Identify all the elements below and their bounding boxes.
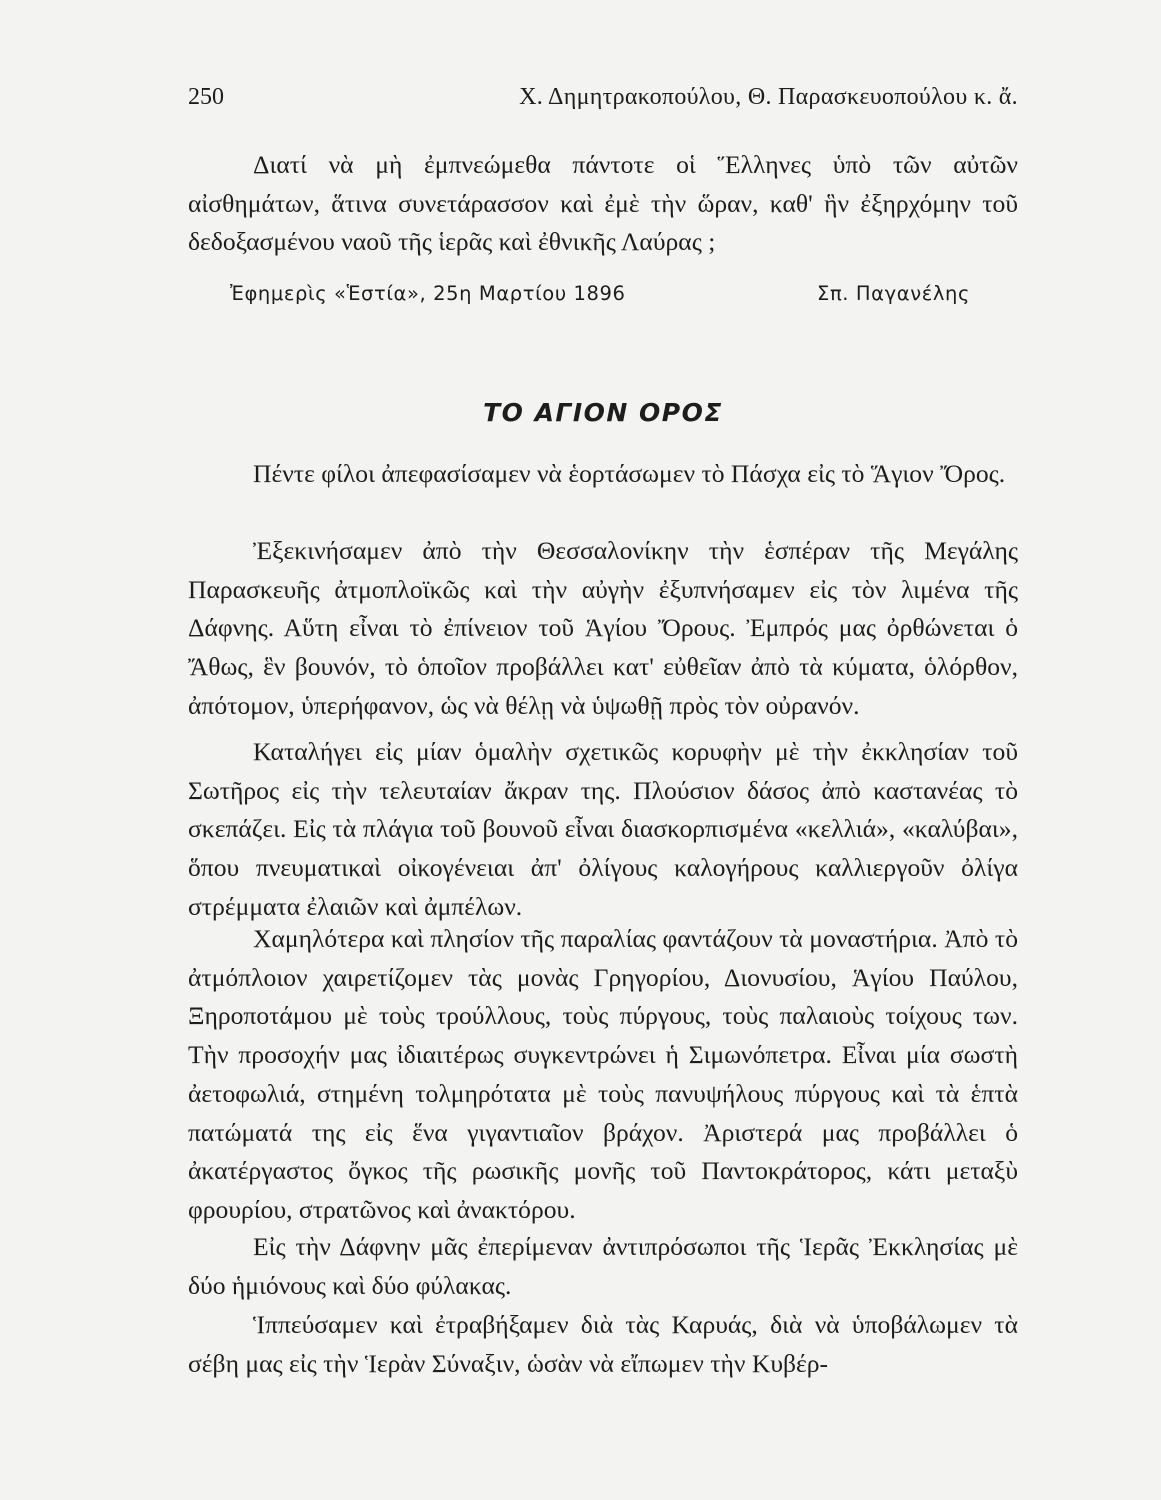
source-author: Σπ. Παγανέλης xyxy=(817,282,970,305)
running-header xyxy=(188,84,1018,124)
article-paragraph-4: Χαμηλότερα καὶ πλησίον τῆς παραλίας φαντάζουν τὰ μοναστήρια. Ἀπὸ τὸ ἀτμόπλοιον χαιρετίζομεν τὰς μονὰς Γρηγορίου, Διονυσίου, Ἁγίου Παύλου, Ξηροποτάμου μὲ τοὺς τρούλλους, τοὺς πύργους, τοὺς παλαιοὺς τοίχους των. Τὴν προσοχήν μας ἰδιαιτέρως συγκεντρώνει ἡ Σιμωνόπετρα. Εἶναι μία σωστὴ ἀετοφωλιά, στημένη τολμηρότατα μὲ τοὺς πανυψήλους πύργους καὶ τὰ ἑπτὰ πατώματά της εἰς ἕνα γιγαντιαῖον βράχον. Ἀριστερά μας προβάλλει ὁ ἀκατέργαστος ὄγκος τῆς ρωσικῆς μονῆς τοῦ Παντοκράτορος, κάτι μεταξὺ φρουρίου, στρατῶνος καὶ ἀνακτόρου. xyxy=(188,924,1018,1224)
source-citation: Ἐφημερὶς «Ἑστία», 25η Μαρτίου 1896 xyxy=(230,282,626,305)
source-line xyxy=(230,282,970,316)
article-paragraph-2: Ἐξεκινήσαμεν ἀπὸ τὴν Θεσσαλονίκην τὴν ἑσπέραν τῆς Μεγάλης Παρασκευῆς ἀτμοπλοϊκῶς καὶ τὴν αὐγὴν ἐξυπνήσαμεν εἰς τὸν λιμένα τῆς Δάφνης. Αὕτη εἶναι τὸ ἐπίνειον τοῦ Ἁγίου Ὄρους. Ἐμπρός μας ὀρθώνεται ὁ Ἄθως, ἓν βουνόν, τὸ ὁποῖον προβάλλει κατ' εὐθεῖαν ἀπὸ τὰ κύματα, ὁλόρθον, ἀπότομον, ὑπερήφανον, ὡς νὰ θέλῃ νὰ ὑψωθῇ πρὸς τὸν οὐρανόν. xyxy=(188,536,1018,720)
header-authors: Χ. Δημητρακοπούλου, Θ. Παρασκευοπούλου κ. ἄ. xyxy=(519,84,1018,110)
article-paragraph-1: Πέντε φίλοι ἀπεφασίσαμεν νὰ ἑορτάσωμεν τὸ Πάσχα εἰς τὸ Ἅγιον Ὄρος. xyxy=(253,459,1006,488)
article-paragraph-6: Ἱππεύσαμεν καὶ ἐτραβήξαμεν διὰ τὰς Καρυάς, διὰ νὰ ὑποβάλωμεν τὰ σέβη μας εἰς τὴν Ἱερὰν Σύναξιν, ὡσὰν νὰ εἴπωμεν τὴν Κυβέρ- xyxy=(188,1310,1018,1378)
page-number: 250 xyxy=(188,84,224,110)
article-title: ΤΟ ΑΓΙΟΝ ΟΡΟΣ xyxy=(483,398,723,427)
article-paragraph-5: Εἰς τὴν Δάφνην μᾶς ἐπερίμεναν ἀντιπρόσωποι τῆς Ἱερᾶς Ἐκκλησίας μὲ δύο ἡμιόνους καὶ δύο φύλακας. xyxy=(188,1232,1018,1300)
intro-paragraph: Διατί νὰ μὴ ἐμπνεώμεθα πάντοτε οἱ Ἕλληνες ὑπὸ τῶν αὐτῶν αἰσθημάτων, ἅτινα συνετάρασσον καὶ ἐμὲ τὴν ὥραν, καθ' ἣν ἐξηρχόμην τοῦ δεδοξασμένου ναοῦ τῆς ἱερᾶς καὶ ἐθνικῆς Λαύρας ; xyxy=(188,150,1018,257)
article-paragraph-3: Καταλήγει εἰς μίαν ὁμαλὴν σχετικῶς κορυφὴν μὲ τὴν ἐκκλησίαν τοῦ Σωτῆρος εἰς τὴν τελευταίαν ἄκραν της. Πλούσιον δάσος ἀπὸ καστανέας τὸ σκεπάζει. Εἰς τὰ πλάγια τοῦ βουνοῦ εἶναι διασκορπισμένα «κελλιά», «καλύβαι», ὅπου πνευματικαὶ οἰκογένειαι ἀπ' ὀλίγους καλογήρους καλλιεργοῦν ὀλίγα στρέμματα ἐλαιῶν καὶ ἀμπέλων. xyxy=(188,737,1018,921)
